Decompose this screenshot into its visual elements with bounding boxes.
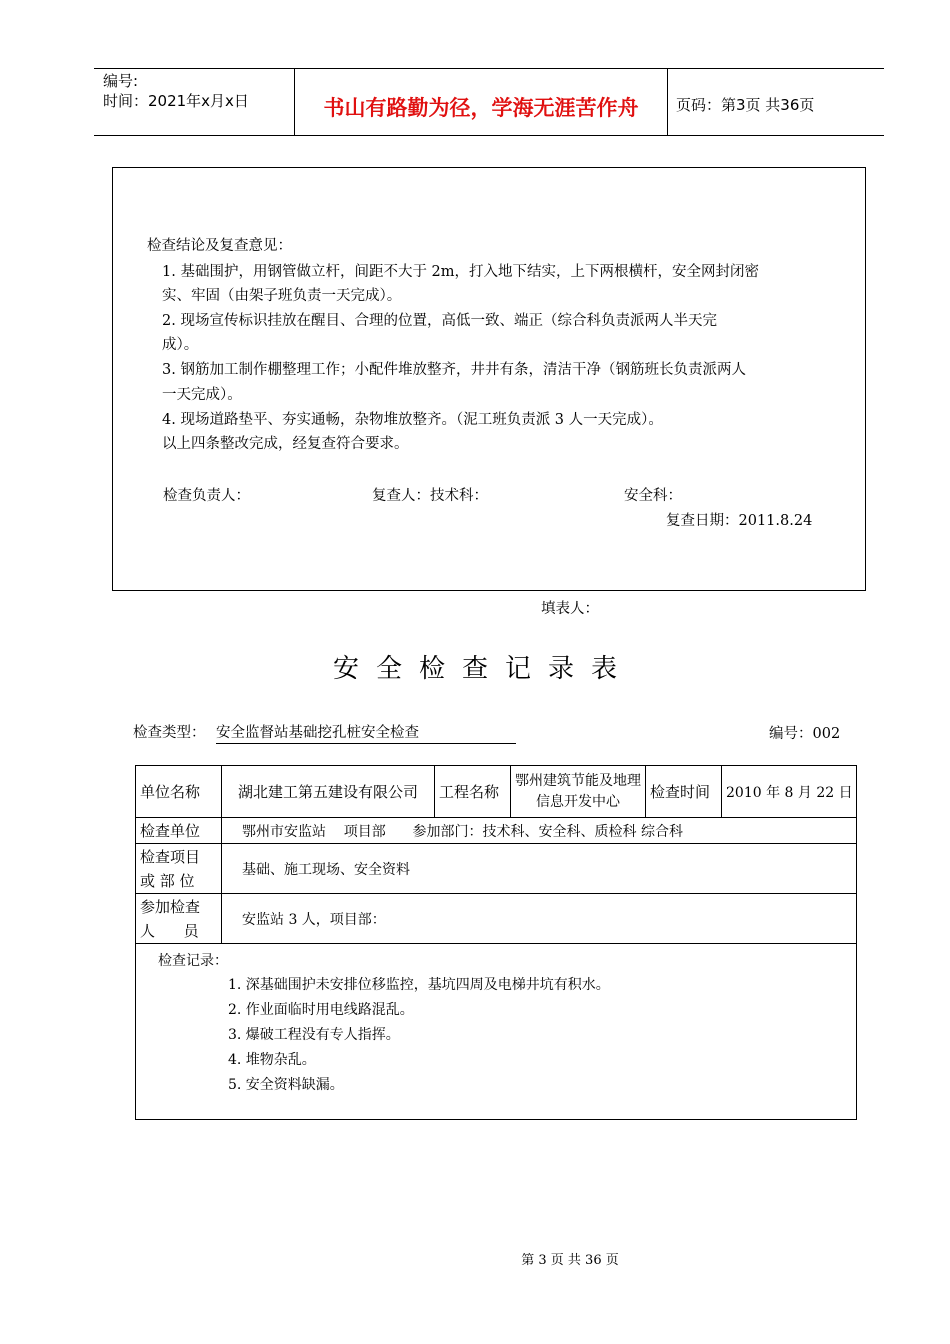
check-time-label: 检查时间 — [646, 766, 722, 818]
header-motto: 书山有路勤为径，学海无涯苦作舟 — [323, 96, 639, 120]
inspection-table — [135, 765, 857, 1120]
conclusion-line: 1. 基础围护，用钢管做立杆，间距不大于 2m，打入地下结实，上下两根横杆，安全网封闭密 — [162, 264, 760, 280]
header-serial-label: 编号: — [103, 72, 139, 90]
header-divider-2 — [667, 68, 668, 136]
table-row — [136, 894, 857, 944]
conclusion-line: 一天完成）。 — [162, 387, 242, 403]
inspector-label: 检查负责人： — [163, 488, 250, 504]
header-page-label: 页码：第3页 共36页 — [676, 96, 815, 114]
table-row — [136, 766, 857, 818]
table-row — [136, 844, 857, 894]
review-date: 复查日期：2011.8.24 — [666, 513, 813, 529]
check-type-value: 安全监督站基础挖孔桩安全检查 — [216, 721, 516, 744]
project-name-label: 工程名称 — [435, 766, 511, 818]
record-item: 1. 深基础围护未安排位移监控，基坑四周及电梯井坑有积水。 — [228, 977, 610, 993]
safety-dept-label: 安全科： — [624, 488, 682, 504]
items-label-line-1: 检查项目 — [140, 847, 201, 866]
header-time-label: 时间：2021年x月x日 — [103, 92, 249, 110]
people-label-line-2: 人 员 — [140, 921, 199, 940]
record-item: 4. 堆物杂乱。 — [228, 1052, 316, 1068]
check-unit-label: 检查单位 — [136, 818, 222, 844]
records-heading: 检查记录： — [158, 953, 228, 969]
records-cell — [136, 944, 857, 1120]
people-label — [136, 894, 222, 944]
check-time-value: 2010 年 8 月 22 日 — [722, 766, 857, 818]
conclusion-heading: 检查结论及复查意见： — [147, 238, 292, 254]
header-bottom-rule — [94, 135, 884, 136]
items-value: 基础、施工现场、安全资料 — [222, 844, 857, 894]
conclusion-line: 2. 现场宣传标识挂放在醒目、合理的位置，高低一致、端正（综合科负责派两人半天完 — [162, 313, 717, 329]
conclusion-line: 成）。 — [162, 337, 199, 353]
check-unit-value: 鄂州市安监站 项目部 参加部门：技术科、安全科、质检科 综合科 — [222, 818, 857, 844]
reviewer-label: 复查人：技术科： — [372, 488, 488, 504]
people-label-line-1: 参加检查 — [140, 897, 201, 916]
header-top-rule — [94, 68, 884, 69]
footer-page-number: 第 3 页 共 36 页 — [521, 1253, 619, 1268]
unit-name-label: 单位名称 — [136, 766, 222, 818]
conclusion-line: 实、牢固（由架子班负责一天完成）。 — [162, 288, 402, 304]
form-serial-no: 编号：002 — [769, 726, 841, 742]
project-name-value: 鄂州建筑节能及地理信息开发中心 — [511, 766, 646, 818]
table-row — [136, 818, 857, 844]
record-item: 3. 爆破工程没有专人指挥。 — [228, 1027, 400, 1043]
record-item: 5. 安全资料缺漏。 — [228, 1077, 344, 1093]
check-type-label: 检查类型： — [133, 725, 206, 741]
filler-label: 填表人： — [541, 601, 599, 617]
conclusion-line: 3. 钢筋加工制作棚整理工作；小配件堆放整齐，井井有条，清洁干净（钢筋班长负责派两人 — [162, 362, 746, 378]
conclusion-line: 以上四条整改完成，经复查符合要求。 — [162, 436, 409, 452]
form-title: 安全检查记录表 — [332, 654, 634, 684]
items-label — [136, 844, 222, 894]
unit-name-value: 湖北建工第五建设有限公司 — [222, 766, 435, 818]
people-value: 安监站 3 人，项目部： — [222, 894, 857, 944]
record-item: 2. 作业面临时用电线路混乱。 — [228, 1002, 414, 1018]
items-label-line-2: 或 部 位 — [140, 871, 195, 890]
header-divider-1 — [294, 68, 295, 136]
conclusion-line: 4. 现场道路垫平、夯实通畅，杂物堆放整齐。（泥工班负责派 3 人一天完成）。 — [162, 412, 663, 428]
table-row — [136, 944, 857, 1120]
